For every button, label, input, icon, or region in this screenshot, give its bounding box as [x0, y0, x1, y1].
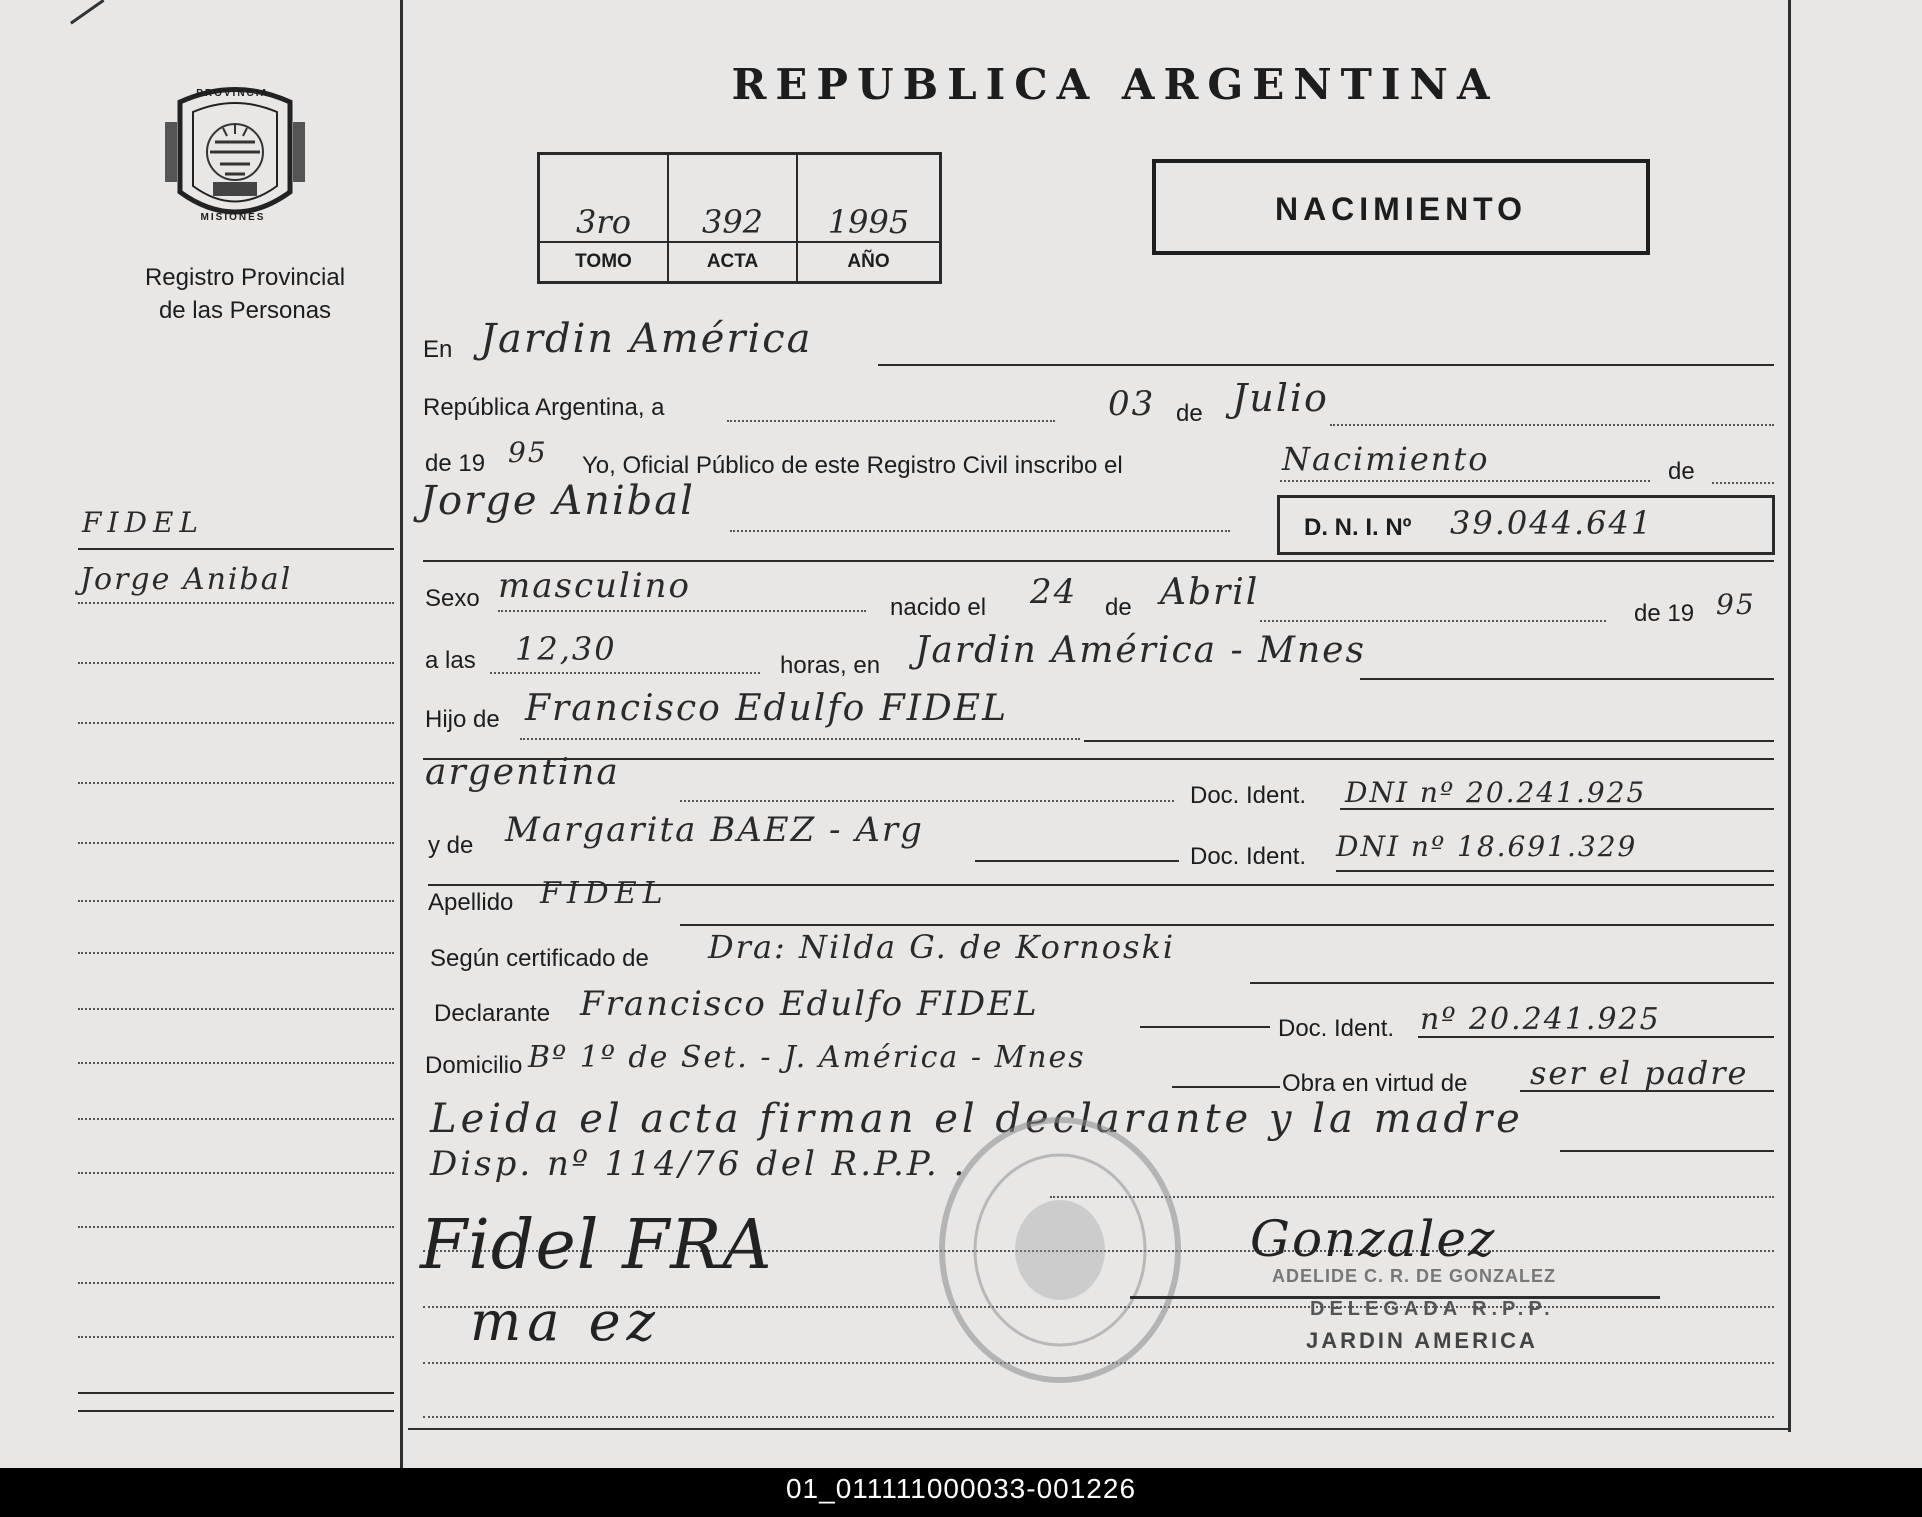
doc-ident-label-3: Doc. Ident.: [1278, 1015, 1395, 1042]
document-type-box: [1152, 159, 1650, 255]
margin-line: [78, 1282, 394, 1284]
margin-surname: FIDEL: [82, 506, 204, 539]
doc-ident-label-1: Doc. Ident.: [1190, 782, 1307, 809]
place-value: Jardin América: [480, 316, 813, 362]
field-line: [1140, 1026, 1270, 1028]
column-divider: [400, 0, 403, 1470]
official-stamp-title: DELEGADA R.P.P.: [1310, 1298, 1555, 1320]
signature-line: [423, 1416, 1774, 1418]
field-line: [727, 420, 1055, 422]
field-line: [1260, 620, 1606, 622]
nacido-label: nacido el: [890, 594, 987, 621]
margin-line: [78, 782, 394, 784]
margin-line: [78, 602, 394, 604]
year-suffix-value: 95: [508, 436, 548, 469]
country-title: REPUBLICA ARGENTINA: [731, 60, 1499, 109]
declarante-value: Francisco Edulfo FIDEL: [580, 984, 1039, 1024]
field-line: [1340, 808, 1774, 810]
field-line: [1250, 982, 1774, 984]
margin-line: [78, 1172, 394, 1174]
ano-label: AÑO: [847, 251, 890, 272]
field-line: [1712, 482, 1774, 484]
field-line: [490, 672, 760, 674]
father-doc-value: DNI nº 20.241.925: [1345, 776, 1647, 809]
domicilio-value: Bº 1º de Set. - J. América - Mnes: [528, 1040, 1086, 1075]
father-nationality-value: argentina: [425, 752, 620, 793]
document-type: NACIMIENTO: [1274, 191, 1528, 227]
dni-value: 39.044.641: [1450, 504, 1654, 542]
official-stamp-name: ADELIDE C. R. DE GONZALEZ: [1272, 1266, 1557, 1286]
declarante-doc-value: nº 20.241.925: [1420, 1002, 1661, 1037]
dni-box: [1277, 495, 1775, 555]
act-kind-value: Nacimiento: [1282, 440, 1490, 478]
father-name-value: Francisco Edulfo FIDEL: [525, 688, 1008, 729]
dni-label: D. N. I. Nº: [1304, 514, 1412, 541]
field-line: [520, 738, 1080, 740]
margin-line: [78, 1392, 394, 1394]
year-prefix-label-2: de 19: [1634, 600, 1695, 627]
field-line: [1418, 1036, 1774, 1038]
margin-line: [78, 1410, 394, 1412]
field-line: [1560, 1150, 1774, 1152]
doc-ident-label-2: Doc. Ident.: [1190, 843, 1307, 870]
birth-month-value: Abril: [1160, 572, 1260, 613]
office-name-line2: de las Personas: [158, 297, 332, 324]
sexo-value: masculino: [498, 566, 692, 606]
de-label-2: de: [1668, 458, 1695, 485]
margin-line: [78, 1336, 394, 1338]
de-label: de: [1176, 400, 1203, 427]
field-line: [680, 924, 1774, 926]
apellido-label: Apellido: [428, 889, 514, 916]
field-line: [1360, 678, 1774, 680]
form-bottom-rule: [408, 1428, 1788, 1430]
field-line: [1330, 424, 1774, 426]
child-name-value: Jorge Anibal: [420, 478, 695, 524]
margin-line: [78, 952, 394, 954]
declarant-signature: Fidel FRA: [420, 1206, 773, 1285]
horas-label: horas, en: [780, 652, 881, 679]
apellido-value: FIDEL: [540, 876, 669, 911]
margin-line: [78, 662, 394, 664]
obra-label: Obra en virtud de: [1282, 1070, 1468, 1097]
alas-label: a las: [425, 647, 476, 674]
en-label: En: [423, 336, 453, 363]
y-de-label: y de: [428, 832, 474, 859]
field-line: [1336, 870, 1774, 872]
birth-place-value: Jardin América - Mnes: [915, 630, 1366, 671]
segun-label: Según certificado de: [430, 945, 649, 972]
day-value: 03: [1108, 384, 1156, 424]
year-prefix-label: de 19: [425, 450, 486, 477]
sexo-label: Sexo: [425, 585, 480, 612]
margin-line: [78, 1062, 394, 1064]
official-stamp-icon: [930, 1110, 1190, 1390]
field-line: [680, 800, 1174, 802]
margin-rule: [78, 548, 394, 550]
office-name-line1: Registro Provincial: [144, 264, 346, 291]
birth-year-suffix-value: 95: [1716, 588, 1756, 621]
tomo-label: TOMO: [575, 251, 632, 272]
field-line: [1084, 740, 1774, 742]
margin-line: [78, 842, 394, 844]
margin-line: [78, 1008, 394, 1010]
tomo-value: 3ro: [576, 203, 631, 241]
field-line: [975, 860, 1179, 862]
hijo-label: Hijo de: [425, 706, 500, 733]
mother-name-value: Margarita BAEZ - Arg: [505, 810, 924, 850]
page-right-border: [1788, 0, 1791, 1432]
field-line: [1280, 480, 1650, 482]
mother-doc-value: DNI nº 18.691.329: [1336, 830, 1638, 863]
obra-value: ser el padre: [1530, 1054, 1749, 1092]
field-line: [1172, 1086, 1280, 1088]
acta-value: 392: [701, 203, 764, 241]
acta-label: ACTA: [706, 251, 759, 272]
register-table: [537, 152, 942, 284]
seal-top-text: PROVINCIA: [196, 88, 270, 99]
birth-day-value: 24: [1030, 572, 1078, 612]
field-line: [1520, 1090, 1774, 1092]
birth-time-value: 12,30: [515, 630, 617, 668]
oficial-label: Yo, Oficial Público de este Registro Civil inscribo el: [582, 452, 1123, 479]
margin-given-names: Jorge Anibal: [80, 562, 293, 597]
field-line: [423, 758, 1774, 760]
domicilio-label: Domicilio: [425, 1052, 523, 1079]
corner-mark: [70, 0, 104, 24]
margin-line: [78, 722, 394, 724]
doctor-value: Dra: Nilda G. de Kornoski: [708, 928, 1176, 966]
mother-signature: ma ez: [470, 1290, 661, 1353]
field-line: [498, 610, 866, 612]
declarante-label: Declarante: [434, 1000, 551, 1027]
table-divider: [540, 241, 939, 243]
month-value: Julio: [1232, 376, 1329, 420]
margin-line: [78, 900, 394, 902]
ano-value: 1995: [827, 203, 910, 241]
note-line-1: Leida el acta firman el declarante y la madre: [430, 1096, 1524, 1142]
republica-label: República Argentina, a: [423, 394, 665, 421]
margin-line: [78, 1226, 394, 1228]
document-id: 01_011111000033-001226: [785, 1473, 1137, 1504]
field-line: [423, 560, 1774, 562]
field-line: [878, 364, 1774, 366]
seal-bottom-text: MISIONES: [200, 212, 266, 223]
official-signature: Gonzalez: [1250, 1210, 1497, 1268]
de-label-3: de: [1105, 594, 1132, 621]
margin-line: [78, 1118, 394, 1120]
field-line: [730, 530, 1230, 532]
official-stamp-place: JARDIN AMERICA: [1306, 1328, 1538, 1353]
note-line-2: Disp. nº 114/76 del R.P.P. .: [430, 1144, 968, 1184]
